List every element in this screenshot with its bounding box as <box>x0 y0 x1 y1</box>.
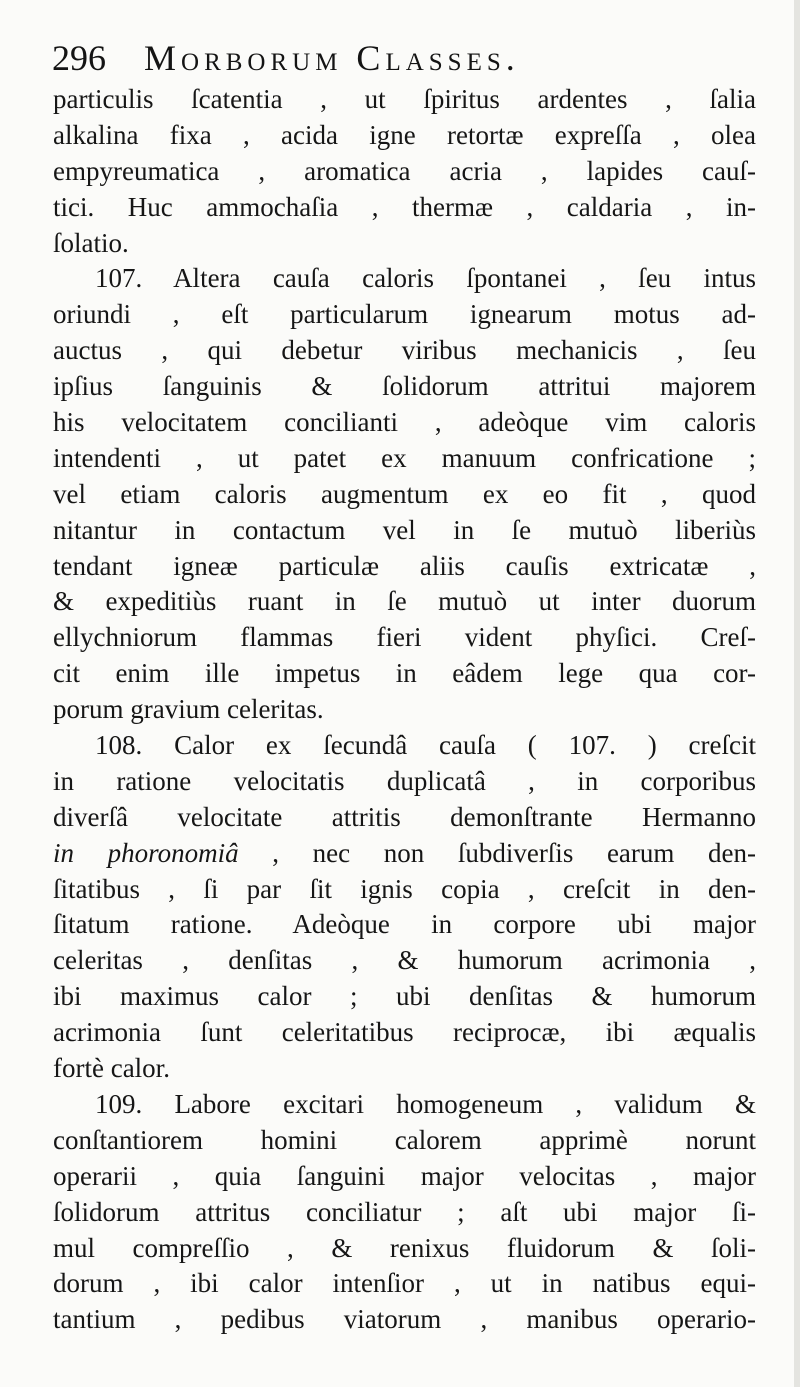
paragraph-107-start: 107. Altera cauſa caloris ſpontanei , ſeu intus <box>95 263 756 294</box>
page-edge <box>794 0 800 1387</box>
text-line: vel etiam caloris augmentum ex eo fit , quod <box>53 478 756 509</box>
text-line: mul compreſſio , & renixus fluidorum & ſoli- <box>53 1232 756 1263</box>
text-line: empyreumatica , aromatica acria , lapides cauſ- <box>53 155 756 186</box>
paragraph-109-start: 109. Labore excitari homogeneum , validum & <box>95 1088 756 1119</box>
text-line: tici. Huc ammochaſia , thermæ , caldaria , in- <box>53 191 756 222</box>
text-line: ipſius ſanguinis & ſolidorum attritui majorem <box>53 371 756 402</box>
text-line: his velocitatem concilianti , adeòque vim caloris <box>53 407 756 438</box>
text-line: particulis ſcatentia , ut ſpiritus ardentes , ſalia <box>53 84 756 114</box>
text-line: conſtantiorem homini calorem apprimè norunt <box>53 1124 756 1155</box>
body-text <box>53 82 756 1338</box>
text-line: celeritas , denſitas , & humorum acrimonia , <box>53 945 756 976</box>
text-line: intendenti , ut patet ex manuum confricatione ; <box>53 442 756 473</box>
text-line: cit enim ille impetus in eâdem lege qua cor- <box>53 658 756 689</box>
text-line: in ratione velocitatis duplicatâ , in corporibus <box>53 765 756 796</box>
text-line: ſolatio. <box>53 227 129 258</box>
text-line: porum gravium celeritas. <box>53 694 324 725</box>
text-line-italic-phrase <box>53 836 756 872</box>
page-number: 296 <box>52 38 106 78</box>
text-line: ſolidorum attritus conciliatur ; aſt ubi major ſi- <box>53 1196 756 1227</box>
text-line: acrimonia ſunt celeritatibus reciprocæ, ibi æqualis <box>53 1017 756 1048</box>
text-line-rest: , nec non ſubdiverſis earum den- <box>238 837 756 868</box>
text-line: fortè calor. <box>53 1053 170 1084</box>
text-line: nitantur in contactum vel in ſe mutuò liberiùs <box>53 514 756 545</box>
page-header <box>48 28 748 84</box>
text-line: tantium , pedibus viatorum , manibus operario- <box>53 1304 756 1335</box>
text-line: operarii , quia ſanguini major velocitas , major <box>53 1160 756 1191</box>
text-line: dorum , ibi calor intenſior , ut in natibus equi- <box>53 1268 756 1299</box>
italic-phrase: in phoronomiâ <box>53 837 239 868</box>
text-line: ellychniorum flammas fieri vident phyſici. Creſ- <box>53 622 756 653</box>
text-line: ibi maximus calor ; ubi denſitas & humorum <box>53 981 756 1012</box>
text-line: & expeditiùs ruant in ſe mutuò ut inter duorum <box>53 586 756 617</box>
running-title: Morborum Classes. <box>144 38 520 78</box>
text-line: ſitatum ratione. Adeòque in corpore ubi major <box>53 909 756 940</box>
text-line: auctus , qui debetur viribus mechanicis , ſeu <box>53 335 756 366</box>
text-line: oriundi , eſt particularum ignearum motus ad- <box>53 299 756 330</box>
text-line: ſitatibus , ſi par ſit ignis copia , creſcit in den- <box>53 873 756 904</box>
text-line: alkalina fixa , acida igne retortæ expreſſa , olea <box>53 119 756 150</box>
text-line: diverſâ velocitate attritis demonſtrante Hermanno <box>53 801 756 832</box>
text-line: tendant igneæ particulæ aliis cauſis extricatæ , <box>53 550 756 581</box>
paragraph-108-start: 108. Calor ex ſecundâ cauſa ( 107. ) creſcit <box>95 730 756 761</box>
